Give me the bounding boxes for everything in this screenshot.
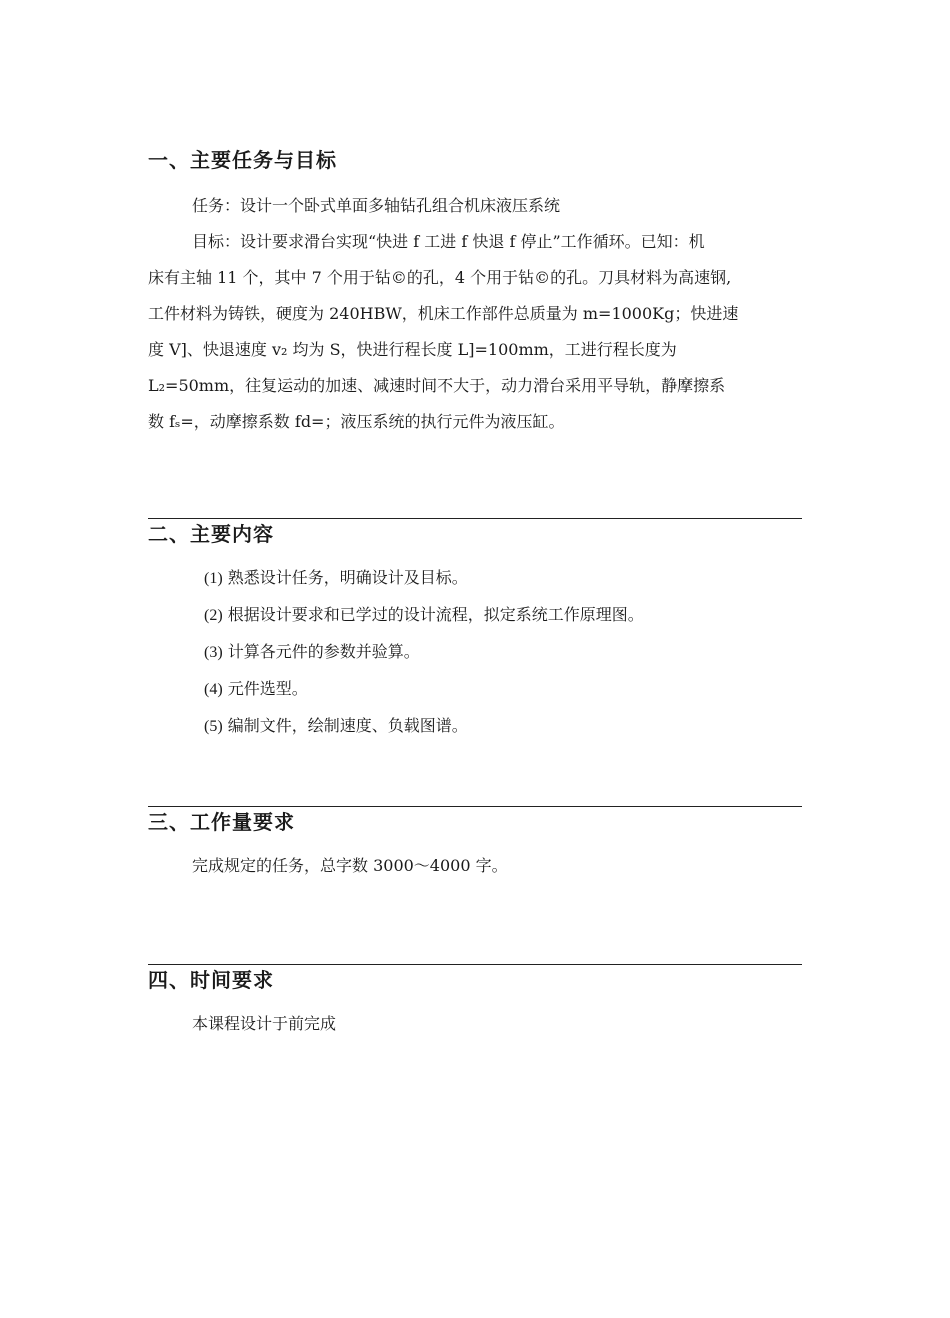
list-item: (4) 元件选型。 (204, 679, 308, 698)
section-heading-1: 一、主要任务与目标 (148, 148, 337, 172)
goal-line: 度 V]、快退速度 v₂ 均为 S，快进行程长度 L]=100mm，工进行程长度为 (148, 340, 677, 359)
goal-line: 数 fₛ=，动摩擦系数 fd=；液压系统的执行元件为液压缸。 (148, 412, 565, 431)
list-item: (1) 熟悉设计任务，明确设计及目标。 (204, 568, 468, 587)
section-heading-4: 四、时间要求 (148, 968, 274, 992)
section-divider (148, 964, 802, 965)
section-heading-3: 三、工作量要求 (148, 810, 295, 834)
section-main-content (148, 520, 802, 745)
section-tasks-goals (148, 146, 802, 440)
list-item: (2) 根据设计要求和已学过的设计流程，拟定系统工作原理图。 (204, 605, 644, 624)
list-item: (5) 编制文件，绘制速度、负载图谱。 (204, 716, 468, 735)
section-time (148, 966, 802, 1042)
list-item: (3) 计算各元件的参数并验算。 (204, 642, 420, 661)
workload-text: 完成规定的任务，总字数 3000〜4000 字。 (192, 856, 508, 875)
goal-line: L₂=50mm，往复运动的加速、减速时间不大于，动力滑台采用平导轨，静摩擦系 (148, 376, 726, 395)
task-line: 任务：设计一个卧式单面多轴钻孔组合机床液压系统 (192, 196, 561, 215)
goal-line: 目标：设计要求滑台实现“快进 f 工进 f 快退 f 停止”工作循环。已知：机 (192, 232, 705, 251)
time-text: 本课程设计于前完成 (192, 1014, 337, 1033)
section-divider (148, 806, 802, 807)
section-workload (148, 808, 802, 884)
content-list (148, 560, 802, 745)
section-heading-2: 二、主要内容 (148, 522, 274, 546)
section-divider (148, 518, 802, 519)
goal-line: 工件材料为铸铁，硬度为 240HBW，机床工作部件总质量为 m=1000Kg；快进速 (148, 304, 739, 323)
goal-line: 床有主轴 11 个，其中 7 个用于钻©的孔，4 个用于钻©的孔。刀具材料为高速钢, (148, 268, 732, 287)
goal-paragraph (148, 224, 802, 440)
